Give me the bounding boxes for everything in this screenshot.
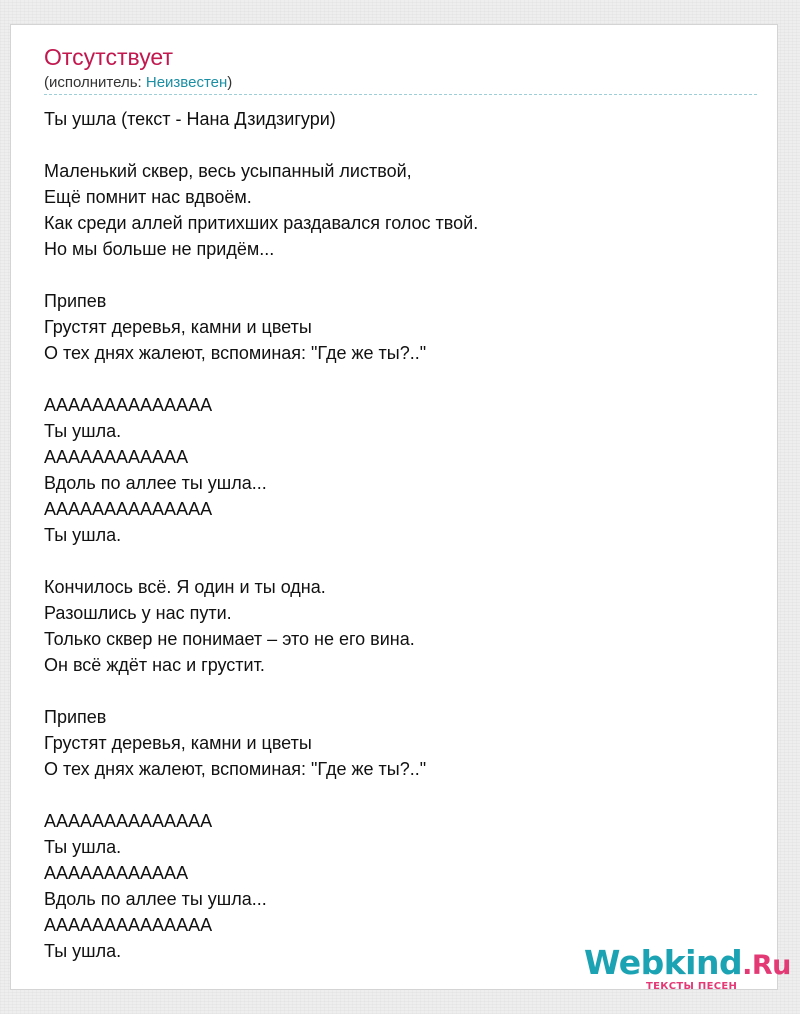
lyric-line: Припев [44,291,107,311]
artist-line [44,74,232,92]
lyric-line: Ты ушла. [44,525,122,545]
lyric-line: АААААААААААААА [44,395,213,415]
lyric-blank-line [44,262,759,288]
lyric-line: Только сквер не понимает – это не его вина. [44,629,415,649]
site-logo[interactable] [584,943,791,992]
lyric-line: Как среди аллей притихших раздавался голос твой. [44,213,479,233]
artist-link[interactable]: Неизвестен [145,74,228,91]
lyric-line: Разошлись у нас пути. [44,603,232,623]
artist-suffix: ) [227,74,233,91]
lyric-line: АААААААААААА [44,863,189,883]
lyric-line: Ты ушла. [44,941,122,961]
lyric-line: Ещё помнит нас вдвоём. [44,187,252,207]
lyric-line: АААААААААААААА [44,915,213,935]
lyric-blank-line [44,132,759,158]
lyric-line: Он всё ждёт нас и грустит. [44,655,265,675]
lyric-line: О тех днях жалеют, вспоминая: "Где же ты?.." [44,343,427,363]
lyric-blank-line [44,366,759,392]
lyric-line: Кончилось всё. Я один и ты одна. [44,577,326,597]
header-divider [44,94,757,95]
lyric-blank-line [44,782,759,808]
lyric-blank-line [44,548,759,574]
lyric-line: Грустят деревья, камни и цветы [44,317,312,337]
logo-tld: .Ru [742,950,791,981]
lyric-line: О тех днях жалеют, вспоминая: "Где же ты?.." [44,759,427,779]
lyrics-card [10,24,791,992]
lyrics-text [44,106,759,964]
logo-word: Webkind [584,943,743,982]
lyric-line: АААААААААААААА [44,499,213,519]
lyric-line: Ты ушла (текст - Нана Дзидзигури) [44,109,336,129]
lyric-blank-line [44,678,759,704]
artist-prefix: (исполнитель: [44,74,146,91]
lyric-line: Но мы больше не придём... [44,239,275,259]
lyric-line: Ты ушла. [44,837,122,857]
logo-subtitle: ТЕКСТЫ ПЕСЕН [646,981,738,992]
lyric-line: Маленький сквер, весь усыпанный листвой, [44,161,412,181]
lyric-line: Ты ушла. [44,421,122,441]
lyric-line: Припев [44,707,107,727]
logo-wordmark [584,945,791,984]
lyric-line: Вдоль по аллее ты ушла... [44,473,267,493]
lyric-line: Вдоль по аллее ты ушла... [44,889,267,909]
song-title: Отсутствует [44,44,173,70]
lyric-line: АААААААААААА [44,447,189,467]
lyric-line: АААААААААААААА [44,811,213,831]
lyric-line: Грустят деревья, камни и цветы [44,733,312,753]
